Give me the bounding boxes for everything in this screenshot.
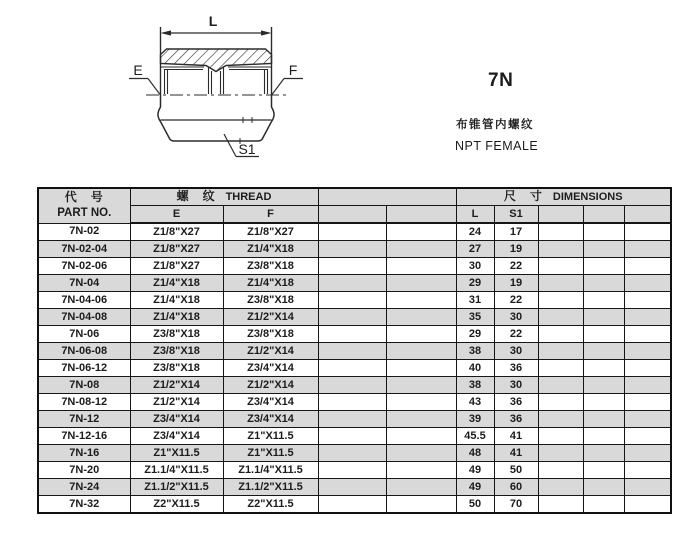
cell-l: 45.5 [456, 428, 494, 445]
header-col-e: E [130, 206, 223, 224]
cell-part-no: 7N-02-04 [38, 241, 130, 258]
cell-s1: 36 [494, 360, 538, 377]
cell-blank-c [538, 411, 583, 428]
header-col-l: L [456, 206, 494, 224]
cell-blank-d [583, 241, 624, 258]
cell-blank-a [318, 326, 386, 343]
cell-s1: 17 [494, 223, 538, 241]
cell-e: Z1/4"X18 [130, 275, 223, 292]
cell-f: Z1"X11.5 [223, 428, 318, 445]
cell-l: 35 [456, 309, 494, 326]
cell-blank-e [624, 377, 671, 394]
cell-s1: 60 [494, 479, 538, 496]
center-tick-marks [237, 117, 255, 144]
cell-part-no: 7N-06-08 [38, 343, 130, 360]
cell-blank-e [624, 223, 671, 241]
cell-blank-d [583, 326, 624, 343]
cell-blank-a [318, 462, 386, 479]
cell-blank-d [583, 258, 624, 275]
cell-s1: 41 [494, 428, 538, 445]
table-row [38, 275, 671, 292]
product-name-chinese: 布锥管内螺纹 [456, 119, 534, 131]
cell-e: Z1/8"X27 [130, 223, 223, 241]
header-thread-cn: 螺 纹 [176, 189, 216, 203]
cell-l: 29 [456, 326, 494, 343]
cell-blank-c [538, 292, 583, 309]
cell-blank-c [538, 360, 583, 377]
cell-blank-a [318, 223, 386, 241]
cell-f: Z3/4"X14 [223, 360, 318, 377]
cell-e: Z1/2"X14 [130, 394, 223, 411]
cell-blank-d [583, 394, 624, 411]
cell-s1: 22 [494, 292, 538, 309]
product-name-english: NPT FEMALE [455, 139, 539, 153]
header-col-blank-4 [583, 206, 624, 224]
cell-blank-b [386, 360, 456, 377]
cell-e: Z3/8"X18 [130, 360, 223, 377]
cell-e: Z1.1/4"X11.5 [130, 462, 223, 479]
cell-l: 48 [456, 445, 494, 462]
cell-blank-a [318, 309, 386, 326]
cell-blank-c [538, 445, 583, 462]
cell-l: 38 [456, 343, 494, 360]
cell-s1: 30 [494, 343, 538, 360]
cell-blank-c [538, 275, 583, 292]
cell-s1: 19 [494, 241, 538, 258]
dim-l-label: L [208, 13, 218, 29]
cell-blank-e [624, 309, 671, 326]
cell-blank-d [583, 445, 624, 462]
cell-blank-c [538, 241, 583, 258]
header-col-blank-5 [624, 206, 671, 224]
cell-l: 30 [456, 258, 494, 275]
header-dimensions [456, 188, 671, 206]
cell-l: 38 [456, 377, 494, 394]
cell-s1: 36 [494, 411, 538, 428]
header-thread-en: THREAD [225, 191, 272, 203]
table-row [38, 309, 671, 326]
cell-s1: 36 [494, 394, 538, 411]
cell-blank-d [583, 411, 624, 428]
hex-s1-label: S1 [238, 141, 256, 157]
table-row [38, 394, 671, 411]
cell-blank-e [624, 445, 671, 462]
cell-f: Z1.1/4"X11.5 [223, 462, 318, 479]
cell-l: 40 [456, 360, 494, 377]
header-dimensions-cn: 尺 寸 [503, 189, 543, 203]
cell-f: Z2"X11.5 [223, 496, 318, 514]
cell-f: Z1/4"X18 [223, 241, 318, 258]
cell-l: 50 [456, 496, 494, 514]
dim-arrow-left [161, 30, 172, 35]
header-part-no-cn: 代 号 [64, 190, 104, 205]
cell-e: Z2"X11.5 [130, 496, 223, 514]
cell-f: Z1/2"X14 [223, 343, 318, 360]
table-body [38, 223, 671, 513]
cell-blank-c [538, 394, 583, 411]
cell-f: Z1/4"X18 [223, 275, 318, 292]
cell-blank-b [386, 377, 456, 394]
cell-blank-b [386, 411, 456, 428]
cell-blank-e [624, 428, 671, 445]
dim-arrow-right [261, 30, 272, 35]
cell-blank-a [318, 445, 386, 462]
cell-blank-b [386, 241, 456, 258]
cell-blank-a [318, 343, 386, 360]
table-row [38, 241, 671, 258]
cell-blank-b [386, 223, 456, 241]
cell-blank-e [624, 496, 671, 514]
cell-blank-b [386, 428, 456, 445]
cell-blank-c [538, 428, 583, 445]
cell-s1: 50 [494, 462, 538, 479]
cell-blank-a [318, 292, 386, 309]
cell-e: Z1/8"X27 [130, 241, 223, 258]
cell-blank-e [624, 275, 671, 292]
cell-s1: 19 [494, 275, 538, 292]
cell-blank-b [386, 326, 456, 343]
cell-blank-d [583, 360, 624, 377]
cell-part-no: 7N-12 [38, 411, 130, 428]
cell-blank-e [624, 462, 671, 479]
header-part-no [38, 188, 130, 223]
cell-part-no: 7N-04-06 [38, 292, 130, 309]
cell-part-no: 7N-12-16 [38, 428, 130, 445]
cell-blank-b [386, 258, 456, 275]
cell-e: Z1/4"X18 [130, 309, 223, 326]
cell-blank-a [318, 411, 386, 428]
header-col-f: F [223, 206, 318, 224]
cell-blank-b [386, 496, 456, 514]
table-row [38, 496, 671, 514]
table-row [38, 343, 671, 360]
cell-f: Z1"X11.5 [223, 445, 318, 462]
cell-l: 29 [456, 275, 494, 292]
table-row [38, 360, 671, 377]
cell-blank-e [624, 411, 671, 428]
cell-blank-d [583, 292, 624, 309]
cell-blank-b [386, 462, 456, 479]
cell-s1: 30 [494, 377, 538, 394]
cell-blank-c [538, 343, 583, 360]
cell-blank-d [583, 377, 624, 394]
cell-blank-a [318, 360, 386, 377]
cell-e: Z1/2"X14 [130, 377, 223, 394]
cell-e: Z3/4"X14 [130, 428, 223, 445]
dimension-table [37, 187, 672, 514]
table-header-row-1 [38, 188, 671, 206]
cell-l: 49 [456, 462, 494, 479]
table-row [38, 377, 671, 394]
header-col-blank-1 [318, 206, 386, 224]
cell-blank-b [386, 343, 456, 360]
cell-blank-a [318, 377, 386, 394]
cell-blank-c [538, 258, 583, 275]
cell-f: Z1/2"X14 [223, 309, 318, 326]
cell-blank-d [583, 343, 624, 360]
cell-blank-d [583, 428, 624, 445]
title-block [440, 70, 610, 153]
cell-f: Z1/8"X27 [223, 223, 318, 241]
cell-blank-a [318, 258, 386, 275]
cell-f: Z3/8"X18 [223, 258, 318, 275]
cell-blank-d [583, 223, 624, 241]
thread-f-label: F [288, 62, 298, 78]
cell-blank-a [318, 275, 386, 292]
cell-blank-a [318, 241, 386, 258]
cell-s1: 22 [494, 326, 538, 343]
table-row [38, 411, 671, 428]
cell-s1: 70 [494, 496, 538, 514]
table-row [38, 479, 671, 496]
cell-f: Z1/2"X14 [223, 377, 318, 394]
cell-e: Z1.1/2"X11.5 [130, 479, 223, 496]
cell-part-no: 7N-02-06 [38, 258, 130, 275]
cell-s1: 22 [494, 258, 538, 275]
cell-blank-c [538, 462, 583, 479]
cell-part-no: 7N-06 [38, 326, 130, 343]
cell-blank-e [624, 241, 671, 258]
cell-l: 49 [456, 479, 494, 496]
cell-part-no: 7N-16 [38, 445, 130, 462]
header-part-no-en: PART NO. [57, 207, 112, 220]
cell-blank-b [386, 275, 456, 292]
cell-s1: 41 [494, 445, 538, 462]
cell-l: 39 [456, 411, 494, 428]
cell-e: Z1"X11.5 [130, 445, 223, 462]
cell-blank-e [624, 394, 671, 411]
section-hatch [161, 49, 272, 72]
table-row [38, 445, 671, 462]
cell-blank-e [624, 292, 671, 309]
cell-e: Z1/4"X18 [130, 292, 223, 309]
cell-blank-a [318, 479, 386, 496]
cell-part-no: 7N-06-12 [38, 360, 130, 377]
cell-part-no: 7N-20 [38, 462, 130, 479]
cell-blank-b [386, 394, 456, 411]
product-code: 7N [488, 70, 514, 91]
cell-part-no: 7N-24 [38, 479, 130, 496]
header-thread [130, 188, 318, 206]
coupling-section-drawing [118, 5, 332, 183]
cell-l: 24 [456, 223, 494, 241]
cell-blank-a [318, 394, 386, 411]
header-dimensions-en: DIMENSIONS [552, 191, 623, 203]
table-row [38, 292, 671, 309]
cell-blank-d [583, 479, 624, 496]
e-leader-line [148, 79, 160, 95]
table-row [38, 223, 671, 241]
cell-blank-d [583, 462, 624, 479]
cell-blank-a [318, 428, 386, 445]
cell-blank-d [583, 309, 624, 326]
cell-blank-c [538, 496, 583, 514]
cell-blank-c [538, 479, 583, 496]
table-row [38, 428, 671, 445]
technical-drawing [118, 5, 332, 183]
hex-outline [158, 95, 274, 141]
cell-blank-b [386, 445, 456, 462]
cell-f: Z3/8"X18 [223, 326, 318, 343]
cell-blank-c [538, 377, 583, 394]
cell-l: 43 [456, 394, 494, 411]
table-row [38, 462, 671, 479]
cell-f: Z3/8"X18 [223, 292, 318, 309]
cell-e: Z3/4"X14 [130, 411, 223, 428]
f-leader-line [272, 79, 284, 95]
header-col-blank-2 [386, 206, 456, 224]
cell-blank-c [538, 326, 583, 343]
cell-blank-e [624, 360, 671, 377]
cell-s1: 30 [494, 309, 538, 326]
header-col-s1: S1 [494, 206, 538, 224]
cell-blank-c [538, 309, 583, 326]
cell-blank-d [583, 496, 624, 514]
cell-blank-e [624, 326, 671, 343]
cell-blank-d [583, 275, 624, 292]
table-row [38, 326, 671, 343]
cell-blank-b [386, 309, 456, 326]
cell-f: Z3/4"X14 [223, 411, 318, 428]
cell-part-no: 7N-08-12 [38, 394, 130, 411]
table-row [38, 258, 671, 275]
cell-part-no: 7N-04-08 [38, 309, 130, 326]
cell-blank-c [538, 223, 583, 241]
cell-l: 27 [456, 241, 494, 258]
cell-blank-e [624, 258, 671, 275]
cell-e: Z3/8"X18 [130, 343, 223, 360]
cell-blank-b [386, 292, 456, 309]
cell-e: Z1/8"X27 [130, 258, 223, 275]
cell-blank-e [624, 479, 671, 496]
cell-blank-a [318, 496, 386, 514]
cell-part-no: 7N-32 [38, 496, 130, 514]
cell-f: Z3/4"X14 [223, 394, 318, 411]
table-header-row-2 [38, 206, 671, 224]
cell-part-no: 7N-02 [38, 223, 130, 241]
thread-e-label: E [133, 62, 143, 78]
cell-blank-b [386, 479, 456, 496]
cell-blank-e [624, 343, 671, 360]
cell-part-no: 7N-08 [38, 377, 130, 394]
cell-l: 31 [456, 292, 494, 309]
header-col-blank-3 [538, 206, 583, 224]
cell-e: Z3/8"X18 [130, 326, 223, 343]
cell-f: Z1.1/2"X11.5 [223, 479, 318, 496]
cell-part-no: 7N-04 [38, 275, 130, 292]
header-blank-span [318, 188, 456, 206]
s1-leader-line [224, 134, 236, 157]
